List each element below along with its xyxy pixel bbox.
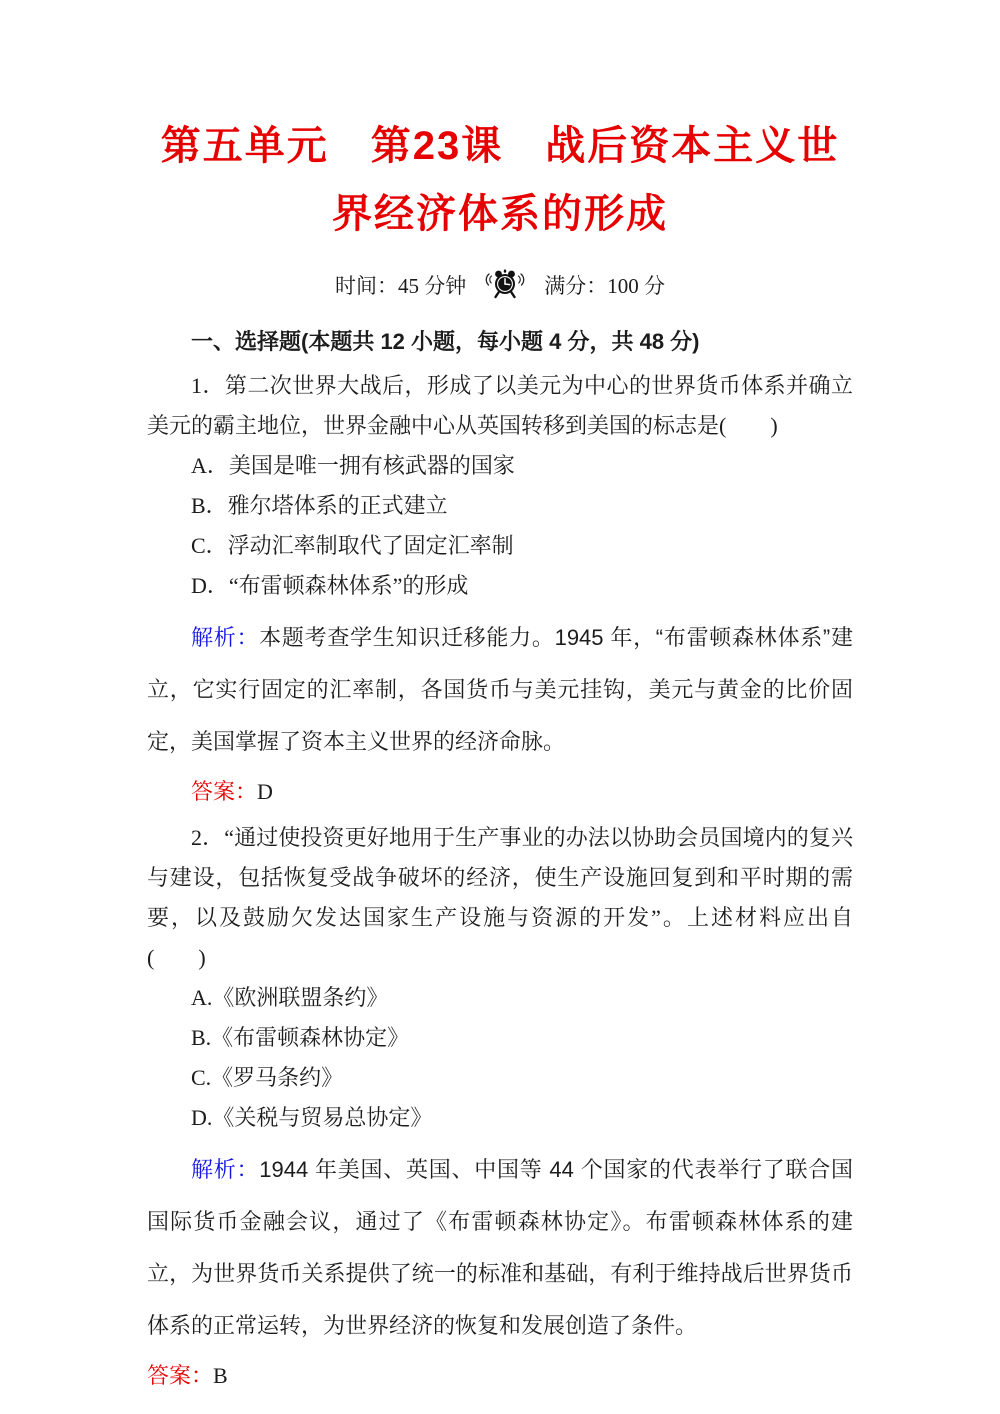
question-1-analysis — [147, 612, 853, 768]
analysis-text: 1944 年美国、英国、中国等 44 个国家的代表举行了联合国国际货币金融会议，通过了《布雷顿森林协定》。布雷顿森林体系的建立，为世界货币关系提供了统一的标准和基础，有利于维持战后世界货币体系的正常运转，为世界经济的恢复和发展创造了条件。 — [147, 1157, 853, 1338]
question-2-stem: 2．“通过使投资更好地用于生产事业的办法以协助会员国境内的复兴与建设，包括恢复受战争破坏的经济，使生产设施回复到和平时期的需要，以及鼓励欠发达国家生产设施与资源的开发”。上述材料应出自( ) — [147, 825, 853, 970]
page-title-line-1: 第五单元 第23课 战后资本主义世 — [160, 124, 840, 168]
answer-label: 答案： — [191, 779, 258, 804]
score-label: 满分：100 分 — [544, 274, 665, 298]
answer-label: 答案： — [147, 1363, 214, 1388]
question-1-stem: 1．第二次世界大战后，形成了以美元为中心的世界货币体系并确立美元的霸主地位，世界金融中心从英国转移到美国的标志是( ) — [147, 373, 853, 438]
question-2-option-d: D.《关税与贸易总协定》 — [191, 1105, 433, 1130]
content-column — [147, 112, 853, 1396]
answer-value: D — [257, 779, 273, 804]
page-title-line-2: 界经济体系的形成 — [332, 192, 668, 236]
question-1-option-b: B．雅尔塔体系的正式建立 — [191, 493, 448, 518]
question-1 — [147, 366, 853, 812]
section-heading: 一、选择题(本题共 12 小题，每小题 4 分，共 48 分) — [191, 329, 700, 354]
question-1-answer — [147, 772, 853, 812]
question-2-option-b: B.《布雷顿森林协定》 — [191, 1025, 410, 1050]
meta-row — [147, 264, 853, 308]
analysis-label: 解析： — [191, 625, 260, 650]
question-1-option-c: C．浮动汇率制取代了固定汇率制 — [191, 533, 514, 558]
answer-value: B — [213, 1363, 228, 1388]
question-2-option-a: A.《欧洲联盟条约》 — [191, 985, 389, 1010]
alarm-clock-icon — [480, 265, 530, 307]
question-2-analysis — [147, 1144, 853, 1352]
question-2 — [147, 818, 853, 1396]
question-2-option-c: C.《罗马条约》 — [191, 1065, 344, 1090]
analysis-text: 本题考查学生知识迁移能力。1945 年，“布雷顿森林体系”建立，它实行固定的汇率制，各国货币与美元挂钩，美元与黄金的比价固定，美国掌握了资本主义世界的经济命脉。 — [147, 625, 853, 754]
question-2-answer — [147, 1356, 853, 1396]
question-1-option-d: D．“布雷顿森林体系”的形成 — [191, 573, 469, 598]
question-1-option-a: A．美国是唯一拥有核武器的国家 — [191, 453, 515, 478]
analysis-label: 解析： — [191, 1157, 260, 1182]
time-label: 时间：45 分钟 — [335, 274, 467, 298]
page-title — [147, 112, 853, 248]
